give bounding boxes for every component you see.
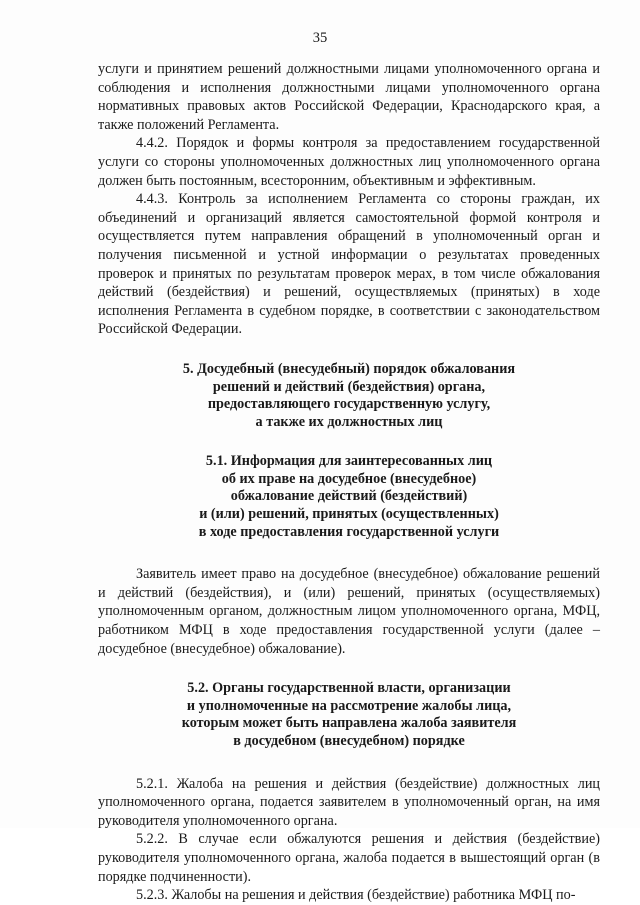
paragraph-4-4-2: 4.4.2. Порядок и формы контроля за предоставлением государственной услуги со стороны уполномоченных должностных лиц уполномоченного органа должен быть постоянным, всесторонним, объективным и эффективным. xyxy=(98,135,600,189)
heading-line: 5.2. Органы государственной власти, организации xyxy=(187,680,511,697)
paragraph-4-4-3: 4.4.3. Контроль за исполнением Регламента со стороны граждан, их объединений и организаций является самостоятельной формой контроля и осуществляется путем направления обращений в уполномоченный орган и получения письменной и устной информации о результатах проведенных проверок и принятых по результатам проверок мерах, в том числе обжалования действий (бездействия) и решений, осуществляемых (принятых) в ходе исполнения Регламента в судебном порядке, в соответствии с законодательством Российской Федерации. xyxy=(98,191,600,338)
document-body xyxy=(98,60,600,905)
page-number: 35 xyxy=(312,30,328,46)
heading-line: и (или) решений, принятых (осуществленных) xyxy=(199,506,499,523)
heading-line: а также их должностных лиц xyxy=(255,413,443,430)
heading-line: обжалование действий (бездействий) xyxy=(230,488,468,505)
heading-line: которым может быть направлена жалоба заявителя xyxy=(181,715,517,732)
heading-line: решений и действий (бездействия) органа, xyxy=(212,378,486,395)
paragraph-5-2-1: 5.2.1. Жалоба на решения и действия (бездействие) должностных лиц уполномоченного органа, подается заявителем в уполномоченный орган, на имя руководителя уполномоченного органа. xyxy=(98,775,600,829)
paragraph-intro: услуги и принятием решений должностными лицами уполномоченного органа и соблюдения и исполнения должностными лицами уполномоченного органа нормативных правовых актов Российской Федерации, Краснодарского края, а также положений Регламента. xyxy=(98,61,600,133)
section-5-heading xyxy=(98,361,600,431)
heading-line: и уполномоченные на рассмотрение жалобы лица, xyxy=(186,697,512,714)
heading-line: в досудебном (внесудебном) порядке xyxy=(233,733,465,749)
heading-line: предоставляющего государственную услугу, xyxy=(207,396,491,413)
paragraph-5-1: Заявитель имеет право на досудебное (внесудебное) обжалование решений и действий (бездействия), и (или) решений, принятых (осуществляемых) уполномоченным органом, должностным лицом уполномоченного органа, МФЦ, работником МФЦ в ходе предоставления государственной услуги (далее – досудебное (внесудебное) обжалование). xyxy=(98,566,600,657)
heading-line: об их праве на досудебное (внесудебное) xyxy=(221,470,477,487)
paragraph-5-2-3: 5.2.3. Жалобы на решения и действия (бездействие) работника МФЦ по- xyxy=(136,887,576,904)
paragraph-5-2-2: 5.2.2. В случае если обжалуются решения и действия (бездействие) руководителя уполномоченного органа, жалоба подается в вышестоящий орган (в порядке подчиненности). xyxy=(98,831,600,885)
heading-line: в ходе предоставления государственной услуги xyxy=(198,523,500,540)
section-5-2-heading xyxy=(98,680,600,750)
heading-line: 5. Досудебный (внесудебный) порядок обжалования xyxy=(182,360,516,377)
heading-line: 5.1. Информация для заинтересованных лиц xyxy=(205,453,493,470)
section-5-1-heading xyxy=(98,453,600,541)
